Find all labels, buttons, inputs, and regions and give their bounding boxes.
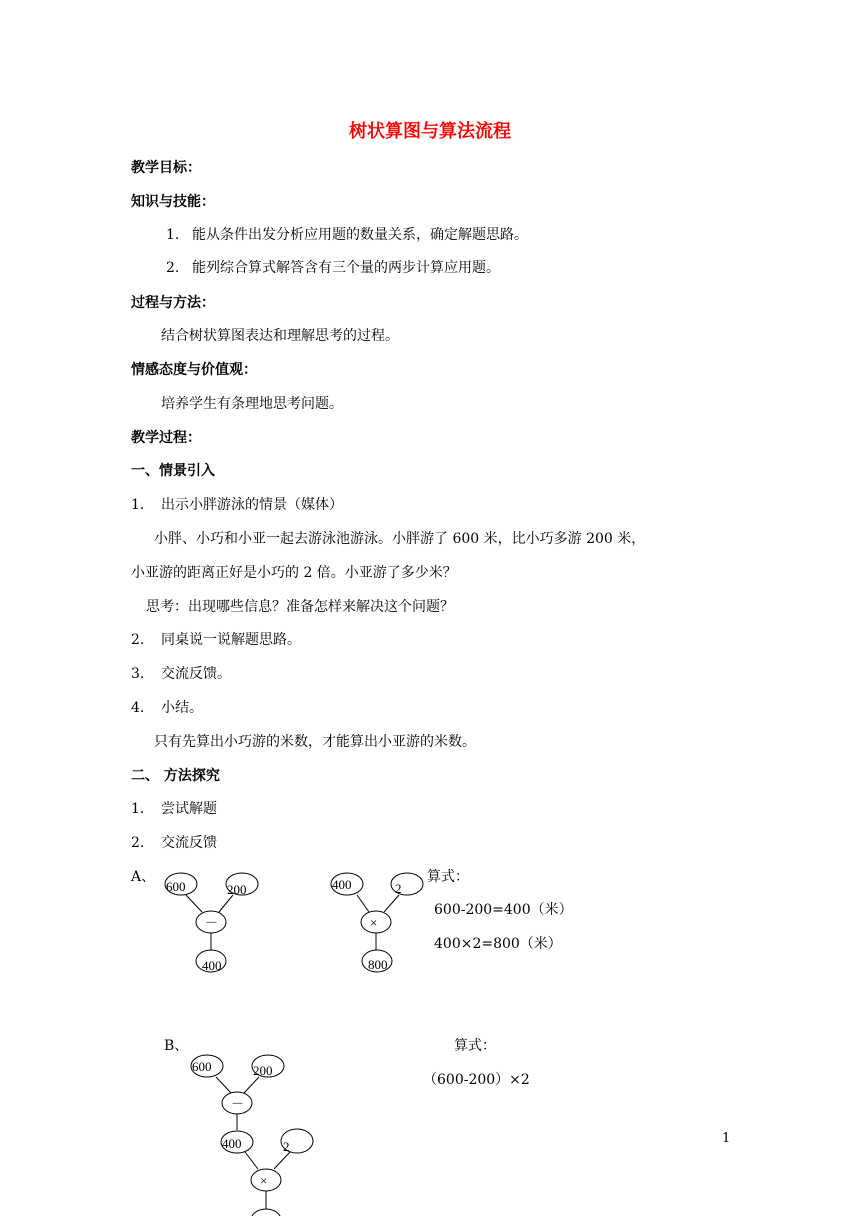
knowledge-item-2-number: 2. (166, 260, 180, 276)
node-value: 200 (227, 882, 247, 897)
result-node (251, 1209, 281, 1216)
section2-heading: 二、 方法探究 (131, 768, 220, 784)
knowledge-heading: 知识与技能： (131, 194, 215, 210)
tree-b (191, 1055, 313, 1216)
attitude-text: 培养学生有条理地思考问题。 (161, 396, 343, 412)
branch-line (216, 1077, 231, 1093)
node-value: 2 (395, 881, 402, 896)
story-line-2: 小亚游的距离正好是小巧的 2 倍。小亚游了多少米？ (131, 565, 457, 581)
process-text: 结合树状算图表达和理解思考的过程。 (161, 328, 399, 344)
operator-sign: × (260, 1173, 268, 1188)
think-text: 思考：出现哪些信息？准备怎样来解决这个问题？ (146, 599, 454, 615)
node-value: 600 (192, 1059, 212, 1074)
diagram-a-label: A、 (131, 869, 156, 885)
s1-item1-number: 1. (131, 497, 145, 513)
s1-item1-text: 出示小胖游泳的情景（媒体） (161, 497, 343, 513)
attitude-heading: 情感态度与价值观： (131, 362, 257, 378)
diagram-b-label: B、 (164, 1038, 189, 1054)
diagram-b-formula: （600-200）×2 (423, 1072, 530, 1088)
story-line-1: 小胖、小巧和小亚一起去游泳池游泳。小胖游了 600 米，比小巧多游 200 米， (154, 531, 646, 547)
s1-item2-number: 2. (131, 632, 145, 648)
knowledge-item-1-number: 1. (166, 227, 180, 243)
summary-text: 只有先算出小巧游的米数，才能算出小亚游的米数。 (154, 734, 476, 750)
branch-line (245, 1152, 258, 1169)
diagram-a-formula-1: 600-200=400（米） (434, 902, 573, 918)
goals-heading: 教学目标： (131, 160, 201, 176)
operator-sign: × (370, 915, 378, 930)
process-heading: 过程与方法： (131, 295, 215, 311)
s2-item2-text: 交流反馈 (161, 835, 217, 851)
branch-line (357, 895, 369, 912)
tree-a2 (331, 873, 423, 972)
node-value: 600 (166, 879, 186, 894)
knowledge-item-2-text: 能列综合算式解答含有三个量的两步计算应用题。 (192, 260, 500, 276)
page-number: 1 (722, 1131, 731, 1146)
branch-line (384, 895, 399, 912)
node-value: 400 (222, 1136, 242, 1151)
tree-a1 (165, 873, 258, 973)
branch-line (219, 895, 233, 912)
s2-item1-text: 尝试解题 (161, 801, 217, 817)
teaching-heading: 教学过程： (131, 430, 201, 446)
s1-item4-text: 小结。 (161, 700, 203, 716)
operator-sign: － (231, 1096, 245, 1111)
s1-item2-text: 同桌说一说解题思路。 (161, 632, 301, 648)
s1-item4-number: 4. (131, 700, 145, 716)
s2-item2-number: 2. (131, 835, 145, 851)
diagram-a-formula-label: 算式： (427, 869, 469, 885)
section1-heading: 一、情景引入 (131, 463, 215, 479)
node-value: 800 (368, 957, 388, 972)
s1-item3-number: 3. (131, 666, 145, 682)
node-value: 200 (253, 1063, 273, 1078)
diagram-b-formula-label: 算式： (454, 1038, 496, 1054)
node-value: 2 (283, 1139, 290, 1154)
s2-item1-number: 1. (131, 801, 145, 817)
diagram-a-formula-2: 400×2=800（米） (434, 936, 562, 952)
branch-line (186, 895, 202, 912)
operator-sign: － (205, 915, 219, 930)
branch-line (274, 1152, 290, 1169)
document-title: 树状算图与算法流程 (349, 121, 511, 142)
s1-item3-text: 交流反馈。 (161, 666, 231, 682)
node-value: 400 (202, 958, 222, 973)
node-value: 400 (332, 877, 352, 892)
knowledge-item-1-text: 能从条件出发分析应用题的数量关系，确定解题思路。 (192, 227, 528, 243)
branch-line (244, 1077, 259, 1093)
